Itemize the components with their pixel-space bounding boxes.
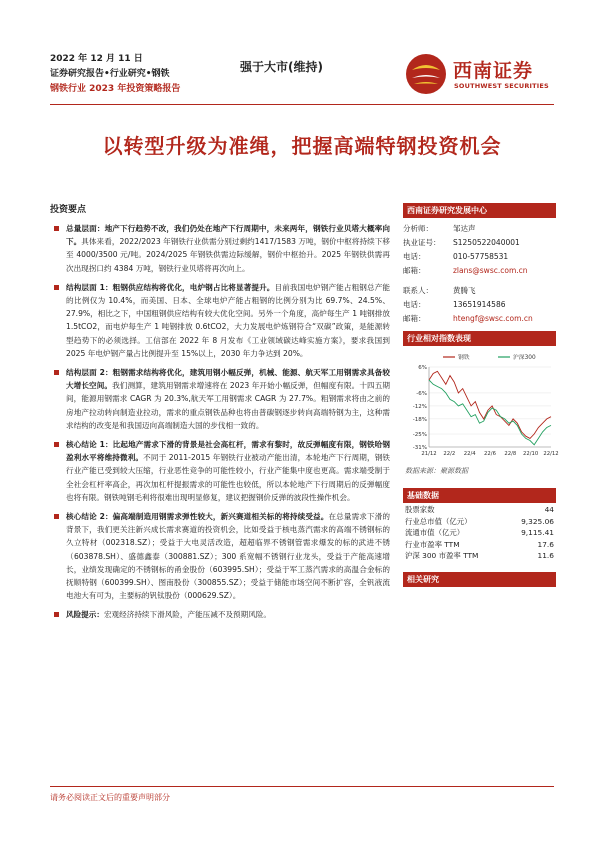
bullet-body: 不同于 2011-2015 年钢铁行业被动产能出清，本轮地产下行周期，钢铁行业产能已受到较大压缩，行业恶性竞争的可能性较小，行业产能集中度也更高。需求端受制于全社会杠杆率高企，再次加杠杆提振需求的可能性也较低，所以本轮地产下行周期后的反弹幅度也将有限。钢铁吨钢毛利将很难出现明显修复，建议把握钢价反弹的波段性操作机会。 <box>66 453 391 502</box>
chart-source: 数据来源：聚源数据 <box>405 467 468 475</box>
bullet-body: 目前我国电炉钢产能占粗钢总产能的比例仅为 10.4%，而美国、日本、全球电炉产能占粗钢的比例分别为比 69.7%、24.5%、27.9%，相比之下，中国粗钢供应结构有较大优化空间。另外一个角度，高炉每生产 1 吨钢排放 1.5tCO2，而电炉每生产 1 吨钢排放 0.6tCO2，大力发展电炉炼钢符合“双碳”政策，是能源转型趋势下的必须选择。工信部在 2022 年 8 月发布《工业领域碳达峰实施方案》，要求我国到 2025 年电炉钢产量占比例提升至 15%以上，2030 年力争达到 20%。 <box>66 282 390 358</box>
bullet-body: 在总量需求下滑的背景下，我们更关注新兴成长需求赛道的投资机会，比如受益于核电蒸汽需求的高端不锈钢标的久立特材（002318.SZ）；受益于大电灵活改造，超超临界不锈钢管需求爆发的标的武进不锈（603878.SH）、盛德鑫泰（300881.SZ）；300 系宽幅不锈钢行业龙头，受益于产能高速增长，业绩发现确定的不锈钢标的甬金股份（603995.SH）；受益于军工蒸汽需求的高温合金标的抚顺特钢（600399.SH）、图南股份（300855.SZ）；受益于储能市场空间不断扩容，全钒液流电池大有可为，主要标的钒钛股份（000629.SZ）。 <box>66 512 390 601</box>
bullet-body: 我们测算，建筑用钢需求增速将在 2023 年开始小幅反弹，但幅度有限。十四五期间，能源用钢需求 CAGR 为 20.3%,航天军工用钢需求 CAGR 为 27.7%。粗钢需求将由之前的房地产拉动转向制造业拉动，需求的重点钢铁品种也将由普碳钢逐步转向高端特钢为主，这种需求结构的改变是和我国迈向高端制造大国的步伐相一致的。 <box>66 381 391 430</box>
bullet-structure-1 <box>52 281 390 360</box>
sidebar-research-center <box>403 203 556 326</box>
contact-phone-label: 电话： <box>403 300 426 309</box>
row-label: 沪深 300 市盈率 TTM <box>405 551 479 560</box>
chart-header-wrap <box>403 331 556 346</box>
table-row <box>403 504 556 516</box>
report-title-short: 钢铁行业 2023 年投资策略报告 <box>50 84 181 94</box>
table-row <box>403 516 556 528</box>
bullet-lead: 总量层面：地产下行趋势不改，我们仍处在地产下行周期中，未来两年，钢铁行业贝塔大概率向下。 <box>66 224 390 247</box>
bullet-conclusion-2 <box>52 510 390 602</box>
x-tick-label: 22/2 <box>443 451 456 457</box>
x-tick-label: 22/6 <box>484 451 496 457</box>
table-row <box>403 539 556 551</box>
research-center-header: 西南证券研究发展中心 <box>403 203 556 218</box>
row-label: 流通市值（亿元） <box>405 528 465 537</box>
y-tick-label: -31% <box>412 445 427 451</box>
basic-data-header: 基础数据 <box>403 488 556 503</box>
legend-label: 钢铁 <box>458 355 470 361</box>
contact-name: 黄腾飞 <box>453 286 476 295</box>
header-divider <box>50 104 554 105</box>
logo-text-cn: 西南证券 <box>453 60 534 82</box>
phone-line <box>403 250 556 264</box>
table-row <box>403 550 556 562</box>
report-date: 2022 年 12 月 11 日 <box>50 54 143 64</box>
analyst-name: 邹达声 <box>453 224 476 233</box>
row-value: 17.6 <box>537 539 554 549</box>
row-label: 行业总市值（亿元） <box>405 516 472 526</box>
contact-phone-line <box>403 298 556 312</box>
report-title: 以转型升级为准绳，把握高端特钢投资机会 <box>102 134 502 158</box>
x-tick-label: 21/12 <box>421 451 437 457</box>
x-tick-label: 22/4 <box>463 451 476 457</box>
y-tick-label: 6% <box>418 365 427 371</box>
bullet-body: 宏观经济持续下滑风险，产能压减不及预期风险。 <box>103 610 272 620</box>
license-number: S1250522040001 <box>453 238 520 247</box>
bullet-structure-2 <box>52 366 390 432</box>
basic-data-table <box>403 504 556 562</box>
contact-email-line <box>403 312 556 326</box>
contact-phone: 13651914586 <box>453 300 506 309</box>
analyst-label: 分析师： <box>403 224 433 233</box>
table-row <box>403 527 556 539</box>
related-research-wrap <box>403 572 556 587</box>
chart-svg <box>403 347 559 470</box>
relative-index-chart <box>403 347 559 470</box>
x-tick-label: 22/8 <box>504 451 517 457</box>
contact-email-label: 邮箱： <box>403 314 426 323</box>
legend-label: 沪深300 <box>513 355 536 361</box>
contact-line <box>403 284 556 298</box>
license-label: 执业证号： <box>403 238 441 247</box>
company-logo <box>404 52 554 98</box>
basic-data-header-wrap <box>403 488 556 503</box>
bullet-lead: 结构层面 1：粗钢供应结构将优化，电炉钢占比将显著提升。 <box>66 282 275 292</box>
license-line <box>403 236 556 250</box>
email-link[interactable]: zlans@swsc.com.cn <box>453 266 528 275</box>
bullet-body: 具体来看，2022/2023 年钢铁行业供需分别过剩约1417/1583 万吨，钢价中枢将持续下移至 4000/3500 元/吨。2024/2025 年钢铁供需边际缓解，钢价中枢抬升。2025 年钢铁供需再次出现拐口约 4384 万吨，钢铁行业贝塔将再次向上。 <box>66 237 391 273</box>
related-research-header: 相关研究 <box>403 572 556 587</box>
contact-label: 联系人： <box>403 286 433 295</box>
bullet-conclusion-1 <box>52 438 390 504</box>
summary-body <box>52 222 390 628</box>
rating: 强于大市(维持) <box>240 60 323 74</box>
footer-disclaimer: 请务必阅读正文后的重要声明部分 <box>50 793 170 802</box>
y-tick-label: -18% <box>412 416 427 423</box>
row-value: 9,325.06 <box>521 516 554 526</box>
x-tick-label: 22/12 <box>543 451 559 457</box>
row-label: 行业市盈率 TTM <box>405 539 460 549</box>
y-tick-label: -6% <box>416 390 427 397</box>
bullet-total <box>52 222 390 275</box>
bullet-lead: 核心结论 1：比起地产需求下滑的背景是社会高杠杆，需求有黎时，故反弹幅度有限，钢铁哈钢盈利水平将维持微利。 <box>66 440 390 463</box>
chart-header: 行业相对指数表现 <box>403 331 556 346</box>
email-label: 邮箱： <box>403 266 426 275</box>
row-label: 股票家数 <box>405 505 435 514</box>
analyst-line <box>403 222 556 236</box>
report-header <box>50 52 180 97</box>
phone-number: 010-57758531 <box>453 252 509 261</box>
bullet-risk <box>52 608 390 621</box>
logo-emblem-icon <box>404 52 448 96</box>
row-value: 11.6 <box>537 551 554 560</box>
bullet-lead: 风险提示： <box>66 610 104 620</box>
y-tick-label: -25% <box>412 432 427 439</box>
x-tick-label: 22/10 <box>523 451 539 457</box>
bullet-lead: 结构层面 2：粗钢需求结构将优化，建筑用钢小幅反弹，机械、能源、航天军工用钢需求具备较大增长空间。 <box>66 368 390 391</box>
summary-label: 投资要点 <box>50 205 87 215</box>
phone-label: 电话： <box>403 252 426 261</box>
y-tick-label: -12% <box>412 403 427 410</box>
contact-email-link[interactable]: htengf@swsc.com.cn <box>453 314 533 323</box>
logo-text-en: SOUTHWEST SECURITIES <box>454 82 549 90</box>
footer-divider <box>50 786 554 787</box>
row-value: 9,115.41 <box>521 528 554 537</box>
row-value: 44 <box>544 505 554 514</box>
email-line <box>403 264 556 278</box>
bullet-lead: 核心结论 2：偏高端制造用钢需求弹性较大，新兴赛道相关标的将持续受益。 <box>66 512 329 522</box>
report-type: 证券研究报告•行业研究•钢铁 <box>50 69 170 79</box>
series-line-steel <box>429 371 551 438</box>
